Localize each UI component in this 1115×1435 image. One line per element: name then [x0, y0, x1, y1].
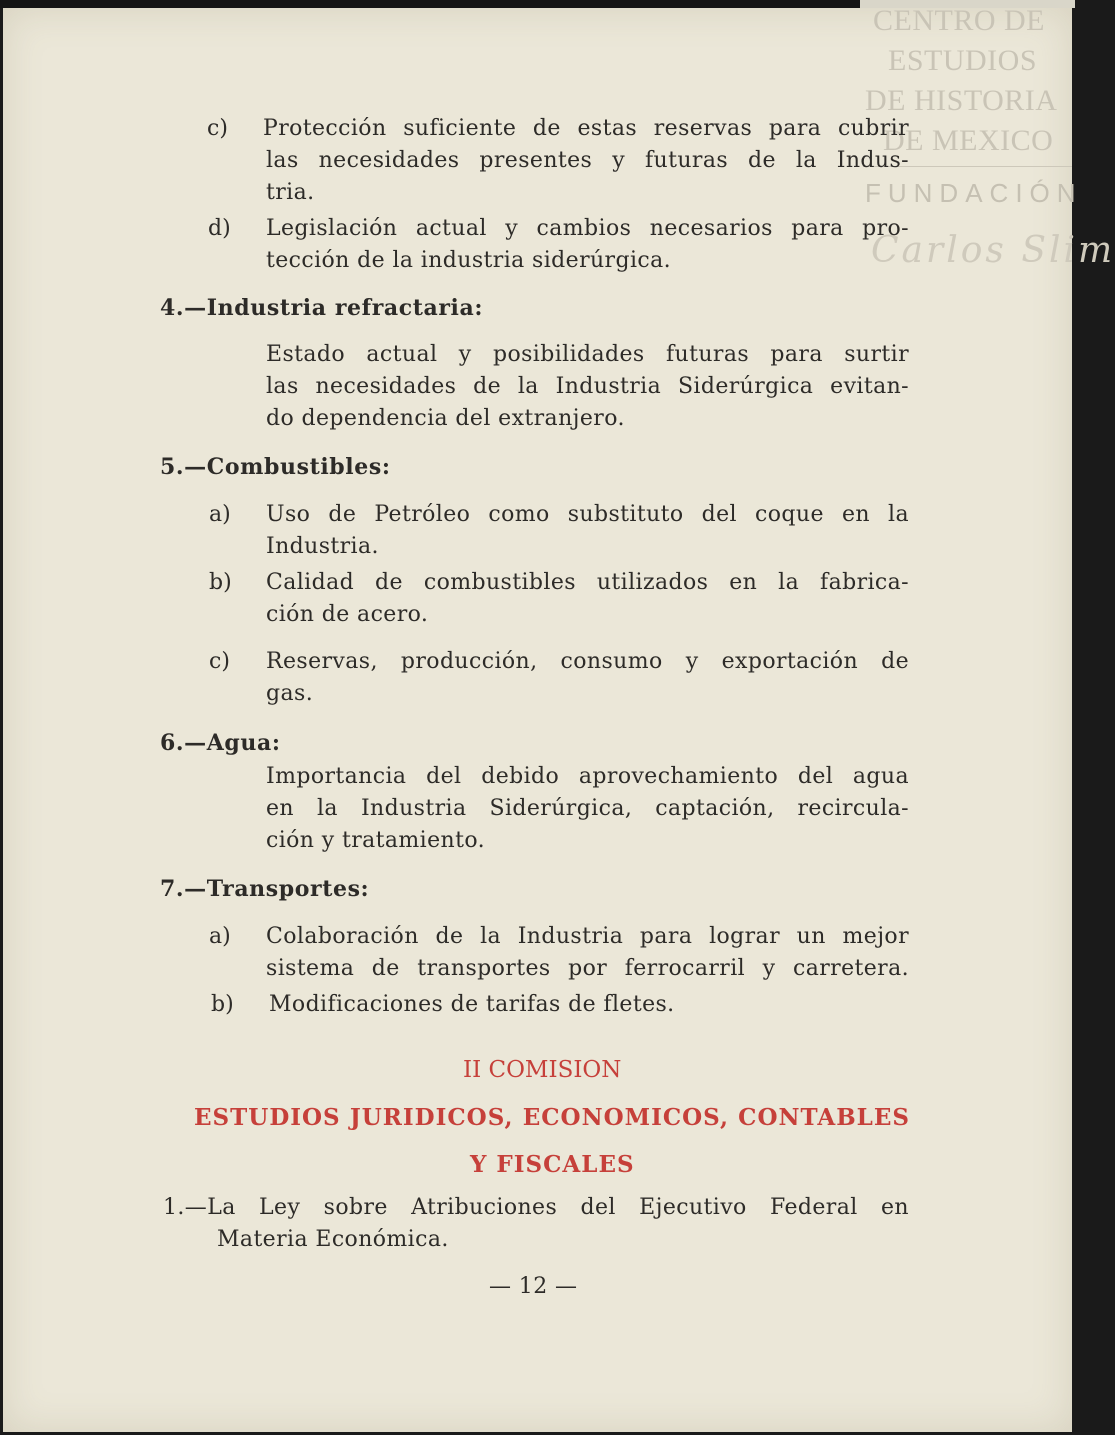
- section-4-line-3: do dependencia del extranjero.: [266, 406, 625, 431]
- section-6-line-2: en la Industria Siderúrgica, captación, recircula-: [266, 796, 909, 821]
- section-5-c-line-1: Reservas, producción, consumo y exportación de: [266, 649, 909, 674]
- page-number: — 12 —: [489, 1274, 578, 1299]
- commission-subtitle-1: ESTUDIOS JURIDICOS, ECONOMICOS, CONTABLES: [194, 1104, 910, 1131]
- section-5-c-line-2: gas.: [266, 681, 314, 706]
- watermark-line-2: ESTUDIOS: [888, 44, 1038, 77]
- section-5-b-line-2: ción de acero.: [266, 602, 429, 627]
- watermark-line-4: DE MEXICO: [883, 124, 1054, 157]
- item-d-line-1: Legislación actual y cambios necesarios para pro-: [266, 216, 909, 241]
- document-page: [3, 4, 1115, 1432]
- section-6-line-1: Importancia del debido aprovechamiento del agua: [266, 764, 909, 789]
- section-7-a-label: a): [209, 924, 231, 949]
- section-7-b-label: b): [211, 992, 234, 1017]
- item-c-line-3: tria.: [266, 180, 315, 205]
- section-4-line-2: las necesidades de la Industria Siderúrgica evitan-: [266, 374, 909, 399]
- commission-item-1-line-2: Materia Económica.: [217, 1227, 449, 1252]
- watermark-signature: Carlos Slim: [871, 230, 1115, 271]
- watermark-line-1: CENTRO DE: [873, 4, 1045, 37]
- section-6-heading: 6.—Agua:: [160, 730, 281, 756]
- section-5-a-label: a): [209, 502, 231, 527]
- section-6-line-3: ción y tratamiento.: [266, 828, 485, 853]
- watermark-line-3: DE HISTORIA: [865, 84, 1058, 117]
- item-c-line-1: Protección suficiente de estas reservas para cubrir: [263, 116, 909, 141]
- section-5-a-line-1: Uso de Petróleo como substituto del coque en la: [266, 502, 909, 527]
- item-d-label: d): [208, 216, 231, 241]
- section-5-c-label: c): [209, 649, 230, 674]
- section-7-b-line-1: Modificaciones de tarifas de fletes.: [269, 992, 675, 1017]
- section-5-a-line-2: Industria.: [266, 534, 379, 559]
- section-4-line-1: Estado actual y posibilidades futuras para surtir: [266, 342, 909, 367]
- section-7-a-line-2: sistema de transportes por ferrocarril y carretera.: [266, 956, 909, 981]
- item-c-label: c): [207, 116, 228, 141]
- section-4-heading: 4.—Industria refractaria:: [160, 295, 484, 321]
- section-5-heading: 5.—Combustibles:: [160, 454, 391, 480]
- watermark-foundation: FUNDACIÓN: [865, 178, 1083, 208]
- section-5-b-label: b): [209, 570, 232, 595]
- section-7-heading: 7.—Transportes:: [160, 876, 370, 902]
- commission-title: II COMISION: [463, 1057, 622, 1083]
- commission-item-1-line-1: 1.—La Ley sobre Atribuciones del Ejecutivo Federal en: [163, 1195, 909, 1220]
- commission-subtitle-2: Y FISCALES: [470, 1151, 635, 1178]
- item-d-line-2: tección de la industria siderúrgica.: [266, 248, 672, 273]
- item-c-line-2: las necesidades presentes y futuras de la Indus-: [266, 148, 909, 173]
- section-7-a-line-1: Colaboración de la Industria para lograr un mejor: [266, 924, 909, 949]
- section-5-b-line-1: Calidad de combustibles utilizados en la fabrica-: [266, 570, 909, 595]
